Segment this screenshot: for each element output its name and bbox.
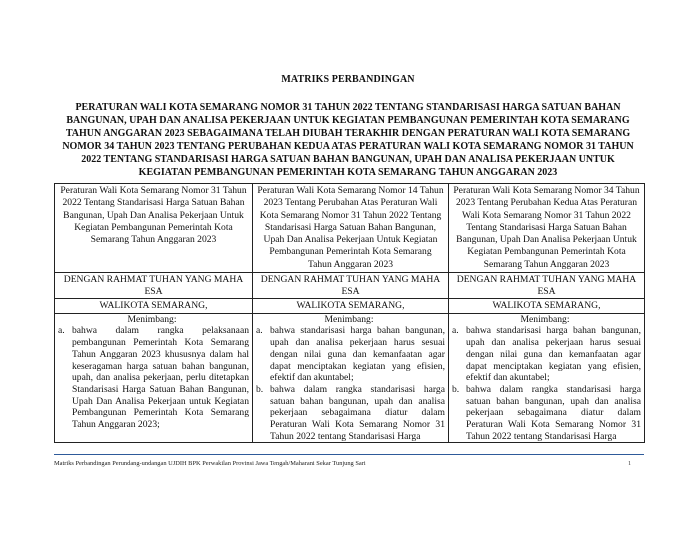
- point-text: bahwa standarisasi harga bahan bangunan, upah dan analisa pekerjaan harus sesuai dengan nilai guna dan kemanfaatan agar dapat menciptakan kegiatan yang efisien, efektif dan akuntabel;: [270, 325, 445, 384]
- point-marker: b.: [452, 383, 460, 395]
- menimbang-label: Menimbang:: [520, 313, 570, 325]
- header-perwal-31-2022: Peraturan Wali Kota Semarang Nomor 31 Tahun 2022 Tentang Standarisasi Harga Satuan Bahan Bangunan, Upah Dan Analisa Pekerjaan Untuk Kegiatan Pembangunan Pemerintah Kota Semarang Tahun Anggaran 2023: [55, 184, 253, 273]
- walikota-cell: WALIKOTA SEMARANG,: [253, 299, 449, 314]
- walikota-row: [55, 299, 645, 314]
- document-subtitle: PERATURAN WALI KOTA SEMARANG NOMOR 31 TAHUN 2022 TENTANG STANDARISASI HARGA SATUAN BAHAN BANGUNAN, UPAH DAN ANALISA PEKERJAAN UNTUK KEGIATAN PEMBANGUNAN PEMERINTAH KOTA SEMARANG TAHUN ANGGARAN 2023 SEBAGAIMANA TELAH DIUBAH TERAKHIR DENGAN PERATURAN WALI KOTA SEMARANG NOMOR 34 TAHUN 2023 TENTANG PERUBAHAN KEDUA ATAS PERATURAN WALI KOTA SEMARANG NOMOR 31 TAHUN 2022 TENTANG STANDARISASI HARGA SATUAN BAHAN BANGUNAN, UPAH DAN ANALISA PEKERJAAN UNTUK KEGIATAN PEMBANGUNAN PEMERINTAH KOTA SEMARANG TAHUN ANGGARAN 2023: [62, 102, 634, 178]
- point-text: bahwa standarisasi harga bahan bangunan, upah dan analisa pekerjaan harus sesuai dengan nilai guna dan kemanfaatan agar dapat menciptakan kegiatan yang efisien, efektif dan akuntabel;: [466, 325, 641, 384]
- menimbang-cell: [449, 313, 645, 443]
- considering-point: [449, 384, 641, 442]
- document-title: MATRIKS PERBANDINGAN: [281, 74, 415, 85]
- header-perwal-14-2023: Peraturan Wali Kota Semarang Nomor 14 Tahun 2023 Tentang Perubahan Atas Peraturan Wali Kota Semarang Nomor 31 Tahun 2022 Tentang Standarisasi Harga Satuan Bahan Bangunan, Upah Dan Analisa Pekerjaan Untuk Kegiatan Pembangunan Pemerintah Kota Semarang Tahun Anggaran 2023: [253, 184, 449, 273]
- comparison-matrix-table: [54, 183, 645, 443]
- walikota-cell: WALIKOTA SEMARANG,: [55, 299, 253, 314]
- point-marker: a.: [58, 325, 65, 337]
- considering-point: [253, 384, 445, 442]
- considering-point: [55, 325, 249, 430]
- menimbang-row: [55, 313, 645, 443]
- walikota-cell: WALIKOTA SEMARANG,: [449, 299, 645, 314]
- point-text: bahwa dalam rangka standarisasi harga satuan bahan bangunan, upah dan analisa pekerjaan sebagaimana diatur dalam Peraturan Wali Kota Semarang Nomor 31 Tahun 2022 tentang Standarisasi Harga: [270, 383, 445, 442]
- point-marker: a.: [256, 325, 263, 337]
- header-row: [55, 184, 645, 273]
- rahmat-cell: DENGAN RAHMAT TUHAN YANG MAHA ESA: [253, 273, 449, 299]
- point-marker: b.: [256, 383, 264, 395]
- menimbang-label: Menimbang:: [324, 313, 374, 325]
- point-text: bahwa dalam rangka pelaksanaan pembangunan Pemerintah Kota Semarang Tahun Anggaran 2023 khususnya dalam hal keseragaman harga satuan bahan bangunan, upah, dan analisa pekerjaan, perlu ditetapkan Standarisasi Harga Satuan Bahan Bangunan, Upah Dan Analisa Pekerjaan untuk Kegiatan Pembangunan Pemerintah Kota Semarang Tahun Anggaran 2023;: [72, 325, 249, 431]
- rahmat-row: [55, 273, 645, 299]
- point-marker: a.: [452, 325, 459, 337]
- footer-text: Matriks Perbandingan Perundang-undangan UJDIH BPK Perwakilan Provinsi Jawa Tengah/Maharani Sekar Tunjung Sari: [54, 460, 366, 467]
- considering-point: [449, 325, 641, 384]
- point-text: bahwa dalam rangka standarisasi harga satuan bahan bangunan, upah dan analisa pekerjaan sebagaimana diatur dalam Peraturan Wali Kota Semarang Nomor 31 Tahun 2022 tentang Standarisasi Harga: [466, 383, 641, 442]
- rahmat-cell: DENGAN RAHMAT TUHAN YANG MAHA ESA: [55, 273, 253, 299]
- menimbang-label: Menimbang:: [127, 313, 177, 325]
- header-perwal-34-2023: Peraturan Wali Kota Semarang Nomor 34 Tahun 2023 Tentang Perubahan Kedua Atas Peraturan Wali Kota Semarang Nomor 31 Tahun 2022 Tentang Standarisasi Harga Satuan Bahan Bangunan, Upah Dan Analisa Pekerjaan Untuk Kegiatan Pembangunan Pemerintah Kota Semarang Tahun Anggaran 2023: [449, 184, 645, 273]
- page-number: 1: [628, 460, 632, 467]
- footer-divider: [54, 454, 644, 455]
- rahmat-cell: DENGAN RAHMAT TUHAN YANG MAHA ESA: [449, 273, 645, 299]
- menimbang-cell: [55, 313, 253, 443]
- menimbang-cell: [253, 313, 449, 443]
- considering-point: [253, 325, 445, 384]
